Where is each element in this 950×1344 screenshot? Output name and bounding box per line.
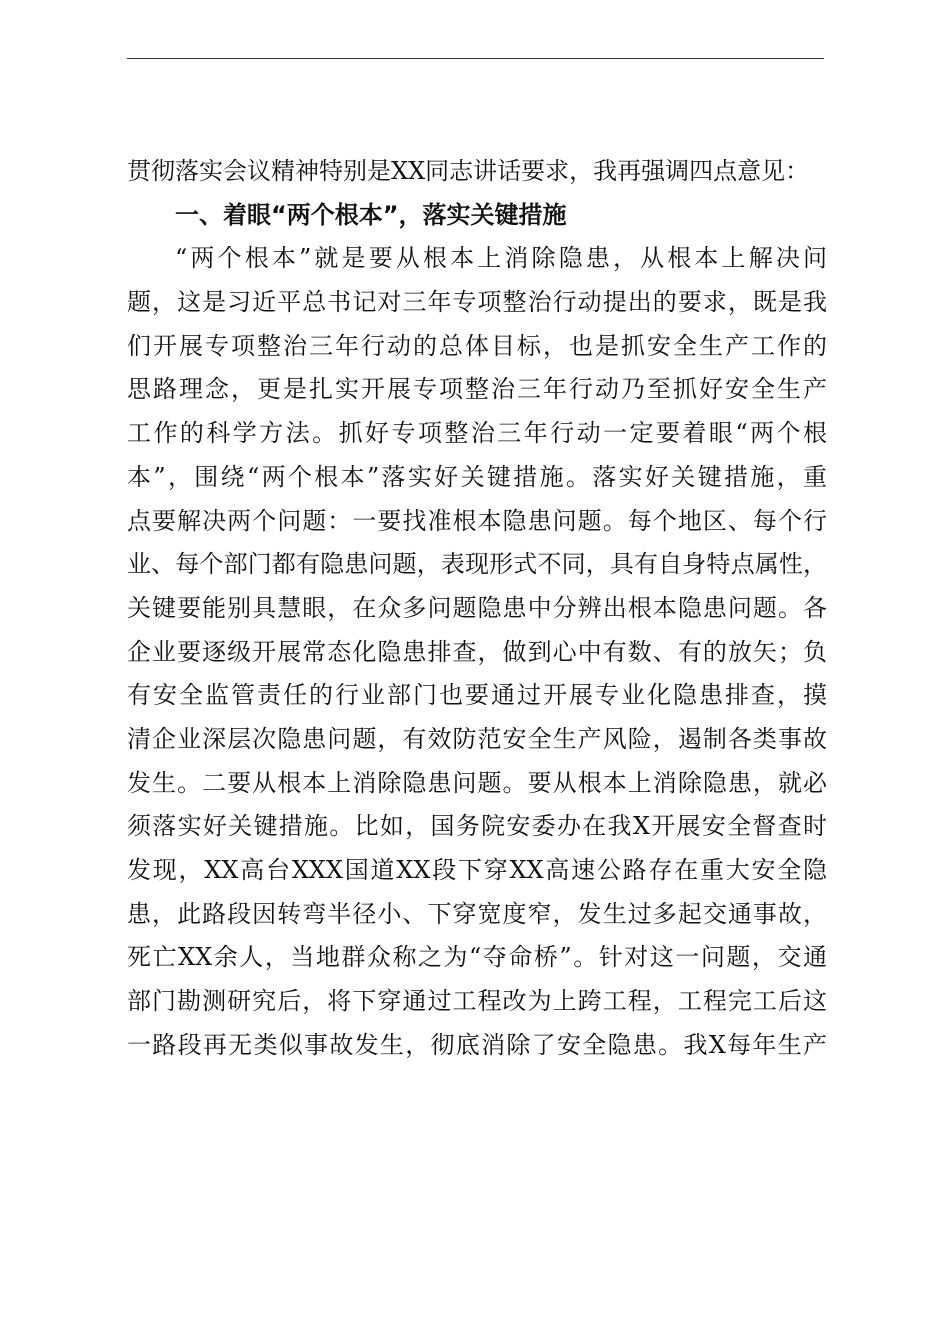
paragraph-line: 患，此路段因转弯半径小、下穿宽度窄，发生过多起交通事故， (127, 899, 827, 928)
paragraph-line: 须落实好关键措施。比如，国务院安委办在我X开展安全督查时 (127, 812, 827, 841)
paragraph-line: 们开展专项整治三年行动的总体目标，也是抓安全生产工作的 (127, 331, 827, 360)
document-body (127, 150, 827, 1067)
paragraph-line: 有安全监管责任的行业部门也要通过开展专业化隐患排查，摸 (127, 681, 827, 710)
paragraph-line: 清企业深层次隐患问题，有效防范安全生产风险，遏制各类事故 (127, 724, 827, 753)
paragraph-line: 本”，围绕“两个根本”落实好关键措施。落实好关键措施，重 (127, 462, 827, 491)
paragraph-line: 业、每个部门都有隐患问题，表现形式不同，具有自身特点属性， (127, 550, 827, 579)
header-divider (127, 58, 824, 59)
paragraph-line: 部门勘测研究后，将下穿通过工程改为上跨工程，工程完工后这 (127, 987, 827, 1016)
paragraph-line: 点要解决两个问题：一要找准根本隐患问题。每个地区、每个行 (127, 506, 827, 535)
paragraph-line: 发生。二要从根本上消除隐患问题。要从根本上消除隐患，就必 (127, 768, 827, 797)
paragraph-line: 一路段再无类似事故发生，彻底消除了安全隐患。我X每年生产 (127, 1030, 827, 1059)
paragraph-line: 发现，XX高台XXX国道XX段下穿XX高速公路存在重大安全隐 (127, 856, 827, 884)
section-heading: 一、着眼“两个根本”，落实关键措施 (175, 200, 567, 229)
paragraph-line: 企业要逐级开展常态化隐患排查，做到心中有数、有的放矢；负 (127, 637, 827, 666)
intro-line: 贯彻落实会议精神特别是XX同志讲话要求，我再强调四点意见： (127, 157, 810, 185)
paragraph-line: 思路理念，更是扎实开展专项整治三年行动乃至抓好安全生产 (127, 375, 827, 404)
paragraph-line: 关键要能别具慧眼，在众多问题隐患中分辨出根本隐患问题。各 (127, 593, 827, 622)
paragraph-line: 死亡XX余人，当地群众称之为“夺命桥”。针对这一问题，交通 (127, 943, 827, 972)
paragraph-line: 题，这是习近平总书记对三年专项整治行动提出的要求，既是我 (127, 288, 827, 317)
paragraph-line: “两个根本”就是要从根本上消除隐患，从根本上解决问 (175, 244, 827, 273)
paragraph-line: 工作的科学方法。抓好专项整治三年行动一定要着眼“两个根 (127, 419, 827, 448)
